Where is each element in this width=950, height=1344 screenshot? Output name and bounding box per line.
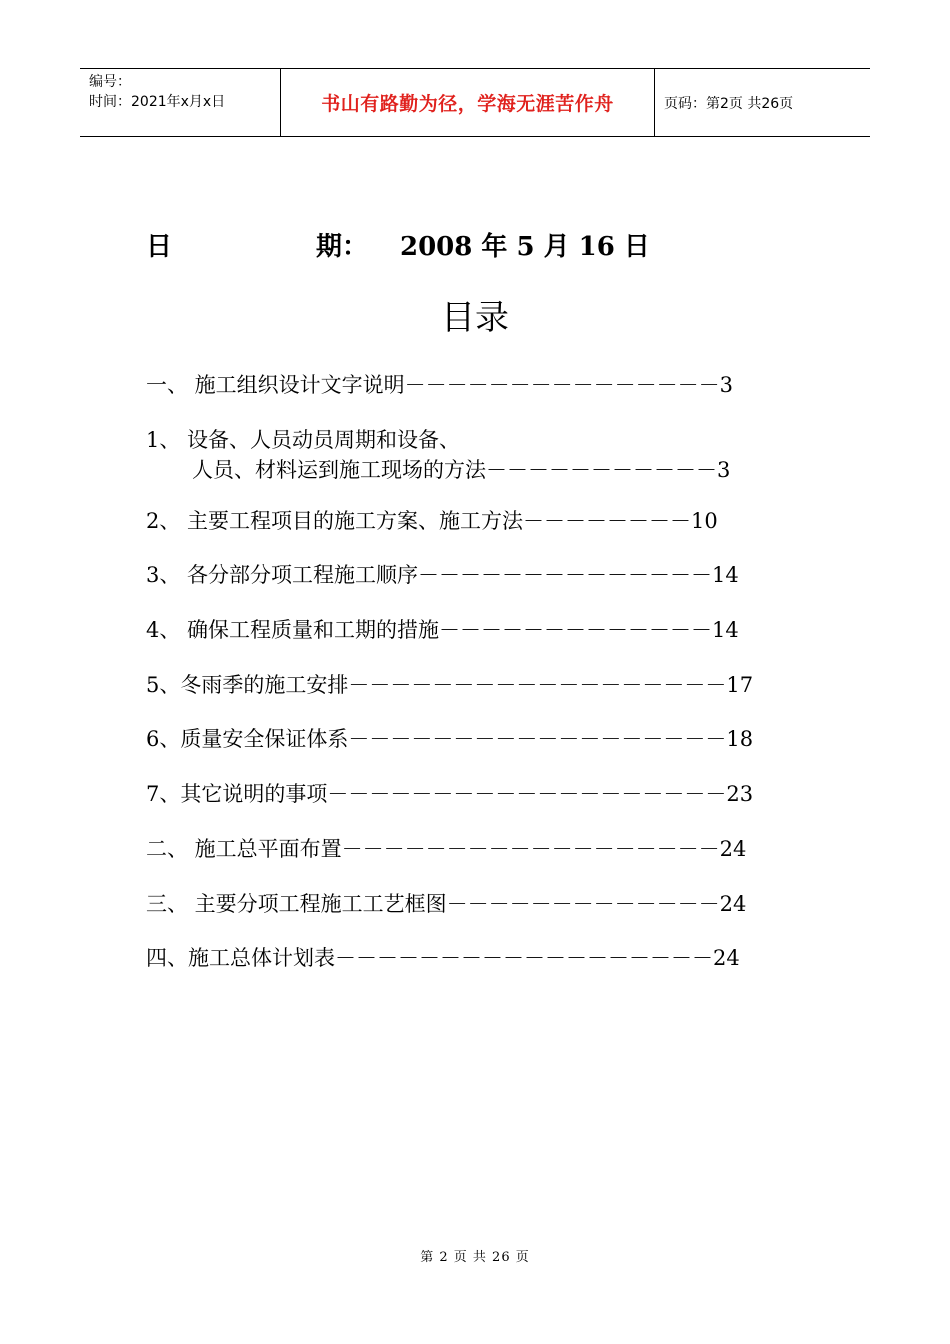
- toc-item-text: 一、 施工组织设计文字说明－－－－－－－－－－－－－－－3: [146, 373, 734, 397]
- date-label-second: 期：: [316, 232, 369, 262]
- toc-item[interactable]: [146, 560, 786, 615]
- page-footer: 第 2 页 共 26 页: [420, 1250, 530, 1265]
- toc-item-text: 5、冬雨季的施工安排－－－－－－－－－－－－－－－－－－17: [146, 672, 754, 697]
- toc-item-text-line1: 1、 设备、人员动员周期和设备、: [146, 427, 461, 452]
- date-line: [146, 226, 650, 263]
- toc-item-text: 3、 各分部分项工程施工顺序－－－－－－－－－－－－－－14: [146, 563, 739, 588]
- document-number-label: 编号：: [89, 74, 131, 90]
- toc-item-text: 4、 确保工程质量和工期的措施－－－－－－－－－－－－－14: [146, 618, 739, 643]
- table-of-contents: [146, 370, 786, 998]
- toc-item[interactable]: [146, 670, 786, 725]
- toc-item[interactable]: [146, 370, 786, 425]
- toc-item-text: 四、施工总体计划表－－－－－－－－－－－－－－－－－－24: [146, 946, 740, 971]
- document-time-label: 时间：2021年x月x日: [89, 94, 226, 110]
- toc-item-text: 6、质量安全保证体系－－－－－－－－－－－－－－－－－－18: [146, 727, 754, 752]
- date-value: 2008 年 5 月 16 日: [400, 232, 650, 262]
- toc-item[interactable]: [146, 615, 786, 670]
- toc-item[interactable]: [146, 889, 786, 944]
- toc-item-text: 7、其它说明的事项－－－－－－－－－－－－－－－－－－－23: [146, 782, 754, 807]
- toc-item[interactable]: [146, 943, 786, 998]
- header-meta: [80, 69, 281, 136]
- header-motto: 书山有路勤为径，学海无涯苦作舟: [281, 69, 655, 136]
- toc-item[interactable]: [146, 724, 786, 779]
- date-label-first: 日: [146, 232, 173, 262]
- toc-item[interactable]: [146, 779, 786, 834]
- page-header: [80, 68, 870, 137]
- toc-item-text-line2: 人员、材料运到施工现场的方法－－－－－－－－－－－3: [192, 457, 731, 482]
- toc-item-text: 二、 施工总平面布置－－－－－－－－－－－－－－－－－－24: [146, 836, 747, 861]
- toc-item[interactable]: [146, 834, 786, 889]
- toc-item-text: 2、 主要工程项目的施工方案、施工方法－－－－－－－－10: [146, 508, 718, 533]
- header-page-label: 页码：第2页 共26页: [664, 95, 794, 112]
- toc-title: 目录: [441, 298, 509, 338]
- toc-item-text: 三、 主要分项工程施工工艺框图－－－－－－－－－－－－－24: [146, 891, 747, 916]
- toc-item[interactable]: [146, 425, 786, 506]
- toc-item[interactable]: [146, 506, 786, 561]
